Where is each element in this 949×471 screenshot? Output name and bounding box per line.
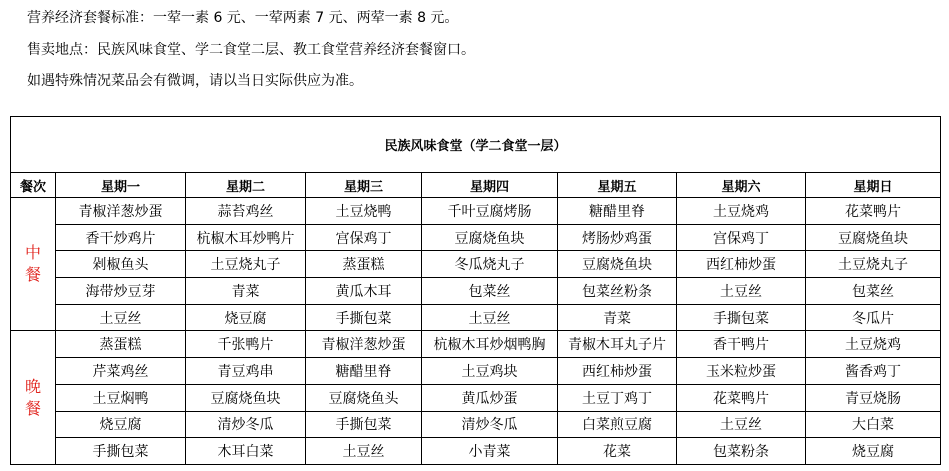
dish-cell: 蒸蛋糕 xyxy=(306,251,422,278)
dish-cell: 包菜丝 xyxy=(422,278,558,305)
dish-cell: 黄瓜木耳 xyxy=(306,278,422,305)
dish-cell: 木耳白菜 xyxy=(186,438,306,465)
day-header-fri: 星期五 xyxy=(558,173,677,198)
dinner-row xyxy=(11,331,941,358)
dish-cell: 大白菜 xyxy=(806,411,941,438)
dish-cell: 豆腐烧鱼头 xyxy=(306,384,422,411)
dish-cell: 手撕包菜 xyxy=(677,304,806,331)
dish-cell: 烤肠炒鸡蛋 xyxy=(558,224,677,251)
dish-cell: 杭椒木耳炒鸭片 xyxy=(186,224,306,251)
dish-cell: 烧豆腐 xyxy=(806,438,941,465)
dish-cell: 清炒冬瓜 xyxy=(422,411,558,438)
dish-cell: 土豆烧丸子 xyxy=(186,251,306,278)
dish-cell: 土豆鸡块 xyxy=(422,358,558,385)
lunch-label-char: 中 xyxy=(24,243,41,263)
day-header-thu: 星期四 xyxy=(422,173,558,198)
lunch-row xyxy=(11,304,941,331)
dish-cell: 土豆丝 xyxy=(422,304,558,331)
dinner-label-char: 餐 xyxy=(24,398,41,418)
dish-cell: 手撕包菜 xyxy=(56,438,186,465)
dinner-row xyxy=(11,411,941,438)
dish-cell: 土豆烧鸡 xyxy=(677,198,806,225)
dish-cell: 小青菜 xyxy=(422,438,558,465)
menu-table xyxy=(10,116,941,465)
dish-cell: 玉米粒炒蛋 xyxy=(677,358,806,385)
meal-column-header: 餐次 xyxy=(11,173,56,198)
dish-cell: 糖醋里脊 xyxy=(558,198,677,225)
dish-cell: 烧豆腐 xyxy=(56,411,186,438)
dish-cell: 清炒冬瓜 xyxy=(186,411,306,438)
adjustment-note: 如遇特殊情况菜品会有微调，请以当日实际供应为准。 xyxy=(27,73,363,89)
dish-cell: 土豆烧鸡 xyxy=(806,331,941,358)
package-price-note: 营养经济套餐标准：一荤一素 6 元、一荤两素 7 元、两荤一素 8 元。 xyxy=(27,10,459,26)
day-header-wed: 星期三 xyxy=(306,173,422,198)
day-header-tue: 星期二 xyxy=(186,173,306,198)
dish-cell: 土豆丝 xyxy=(56,304,186,331)
day-header-sun: 星期日 xyxy=(806,173,941,198)
dish-cell: 包菜丝 xyxy=(806,278,941,305)
lunch-row xyxy=(11,251,941,278)
sales-location-note: 售卖地点：民族风味食堂、学二食堂二层、教工食堂营养经济套餐窗口。 xyxy=(27,42,475,58)
day-header-mon: 星期一 xyxy=(56,173,186,198)
dish-cell: 豆腐烧鱼块 xyxy=(186,384,306,411)
lunch-row xyxy=(11,224,941,251)
table-title: 民族风味食堂（学二食堂一层） xyxy=(11,117,941,173)
dish-cell: 青豆烧肠 xyxy=(806,384,941,411)
dish-cell: 土豆烧丸子 xyxy=(806,251,941,278)
dish-cell: 千张鸭片 xyxy=(186,331,306,358)
dish-cell: 豆腐烧鱼块 xyxy=(558,251,677,278)
dish-cell: 土豆丁鸡丁 xyxy=(558,384,677,411)
dish-cell: 青豆鸡串 xyxy=(186,358,306,385)
dish-cell: 花菜鸭片 xyxy=(806,198,941,225)
dish-cell: 花菜 xyxy=(558,438,677,465)
dish-cell: 剁椒鱼头 xyxy=(56,251,186,278)
dish-cell: 豆腐烧鱼块 xyxy=(806,224,941,251)
dish-cell: 手撕包菜 xyxy=(306,411,422,438)
dish-cell: 西红柿炒蛋 xyxy=(677,251,806,278)
dish-cell: 土豆丝 xyxy=(677,411,806,438)
lunch-row xyxy=(11,278,941,305)
dish-cell: 青菜 xyxy=(186,278,306,305)
dish-cell: 手撕包菜 xyxy=(306,304,422,331)
dish-cell: 冬瓜烧丸子 xyxy=(422,251,558,278)
dish-cell: 土豆焖鸭 xyxy=(56,384,186,411)
dish-cell: 青椒洋葱炒蛋 xyxy=(306,331,422,358)
dish-cell: 西红柿炒蛋 xyxy=(558,358,677,385)
day-header-sat: 星期六 xyxy=(677,173,806,198)
dish-cell: 烧豆腐 xyxy=(186,304,306,331)
dish-cell: 包菜粉条 xyxy=(677,438,806,465)
dish-cell: 冬瓜片 xyxy=(806,304,941,331)
lunch-label xyxy=(11,198,56,331)
dish-cell: 酱香鸡丁 xyxy=(806,358,941,385)
dinner-row xyxy=(11,438,941,465)
dish-cell: 杭椒木耳炒烟鸭胸 xyxy=(422,331,558,358)
dish-cell: 土豆丝 xyxy=(677,278,806,305)
header-row xyxy=(11,173,941,198)
dish-cell: 芹菜鸡丝 xyxy=(56,358,186,385)
dish-cell: 土豆丝 xyxy=(306,438,422,465)
dish-cell: 蒜苔鸡丝 xyxy=(186,198,306,225)
dish-cell: 香干炒鸡片 xyxy=(56,224,186,251)
dish-cell: 花菜鸭片 xyxy=(677,384,806,411)
dish-cell: 土豆烧鸭 xyxy=(306,198,422,225)
dinner-row xyxy=(11,384,941,411)
dish-cell: 海带炒豆芽 xyxy=(56,278,186,305)
dish-cell: 青椒洋葱炒蛋 xyxy=(56,198,186,225)
dinner-label xyxy=(11,331,56,464)
dish-cell: 蒸蛋糕 xyxy=(56,331,186,358)
dish-cell: 宫保鸡丁 xyxy=(306,224,422,251)
dish-cell: 千叶豆腐烤肠 xyxy=(422,198,558,225)
dish-cell: 豆腐烧鱼块 xyxy=(422,224,558,251)
dinner-row xyxy=(11,358,941,385)
dish-cell: 糖醋里脊 xyxy=(306,358,422,385)
dinner-label-char: 晚 xyxy=(24,376,41,396)
lunch-row xyxy=(11,198,941,225)
lunch-label-char: 餐 xyxy=(24,265,41,285)
dish-cell: 包菜丝粉条 xyxy=(558,278,677,305)
dish-cell: 青椒木耳丸子片 xyxy=(558,331,677,358)
dish-cell: 香干鸭片 xyxy=(677,331,806,358)
dish-cell: 宫保鸡丁 xyxy=(677,224,806,251)
dish-cell: 白菜煎豆腐 xyxy=(558,411,677,438)
dish-cell: 黄瓜炒蛋 xyxy=(422,384,558,411)
dish-cell: 青菜 xyxy=(558,304,677,331)
